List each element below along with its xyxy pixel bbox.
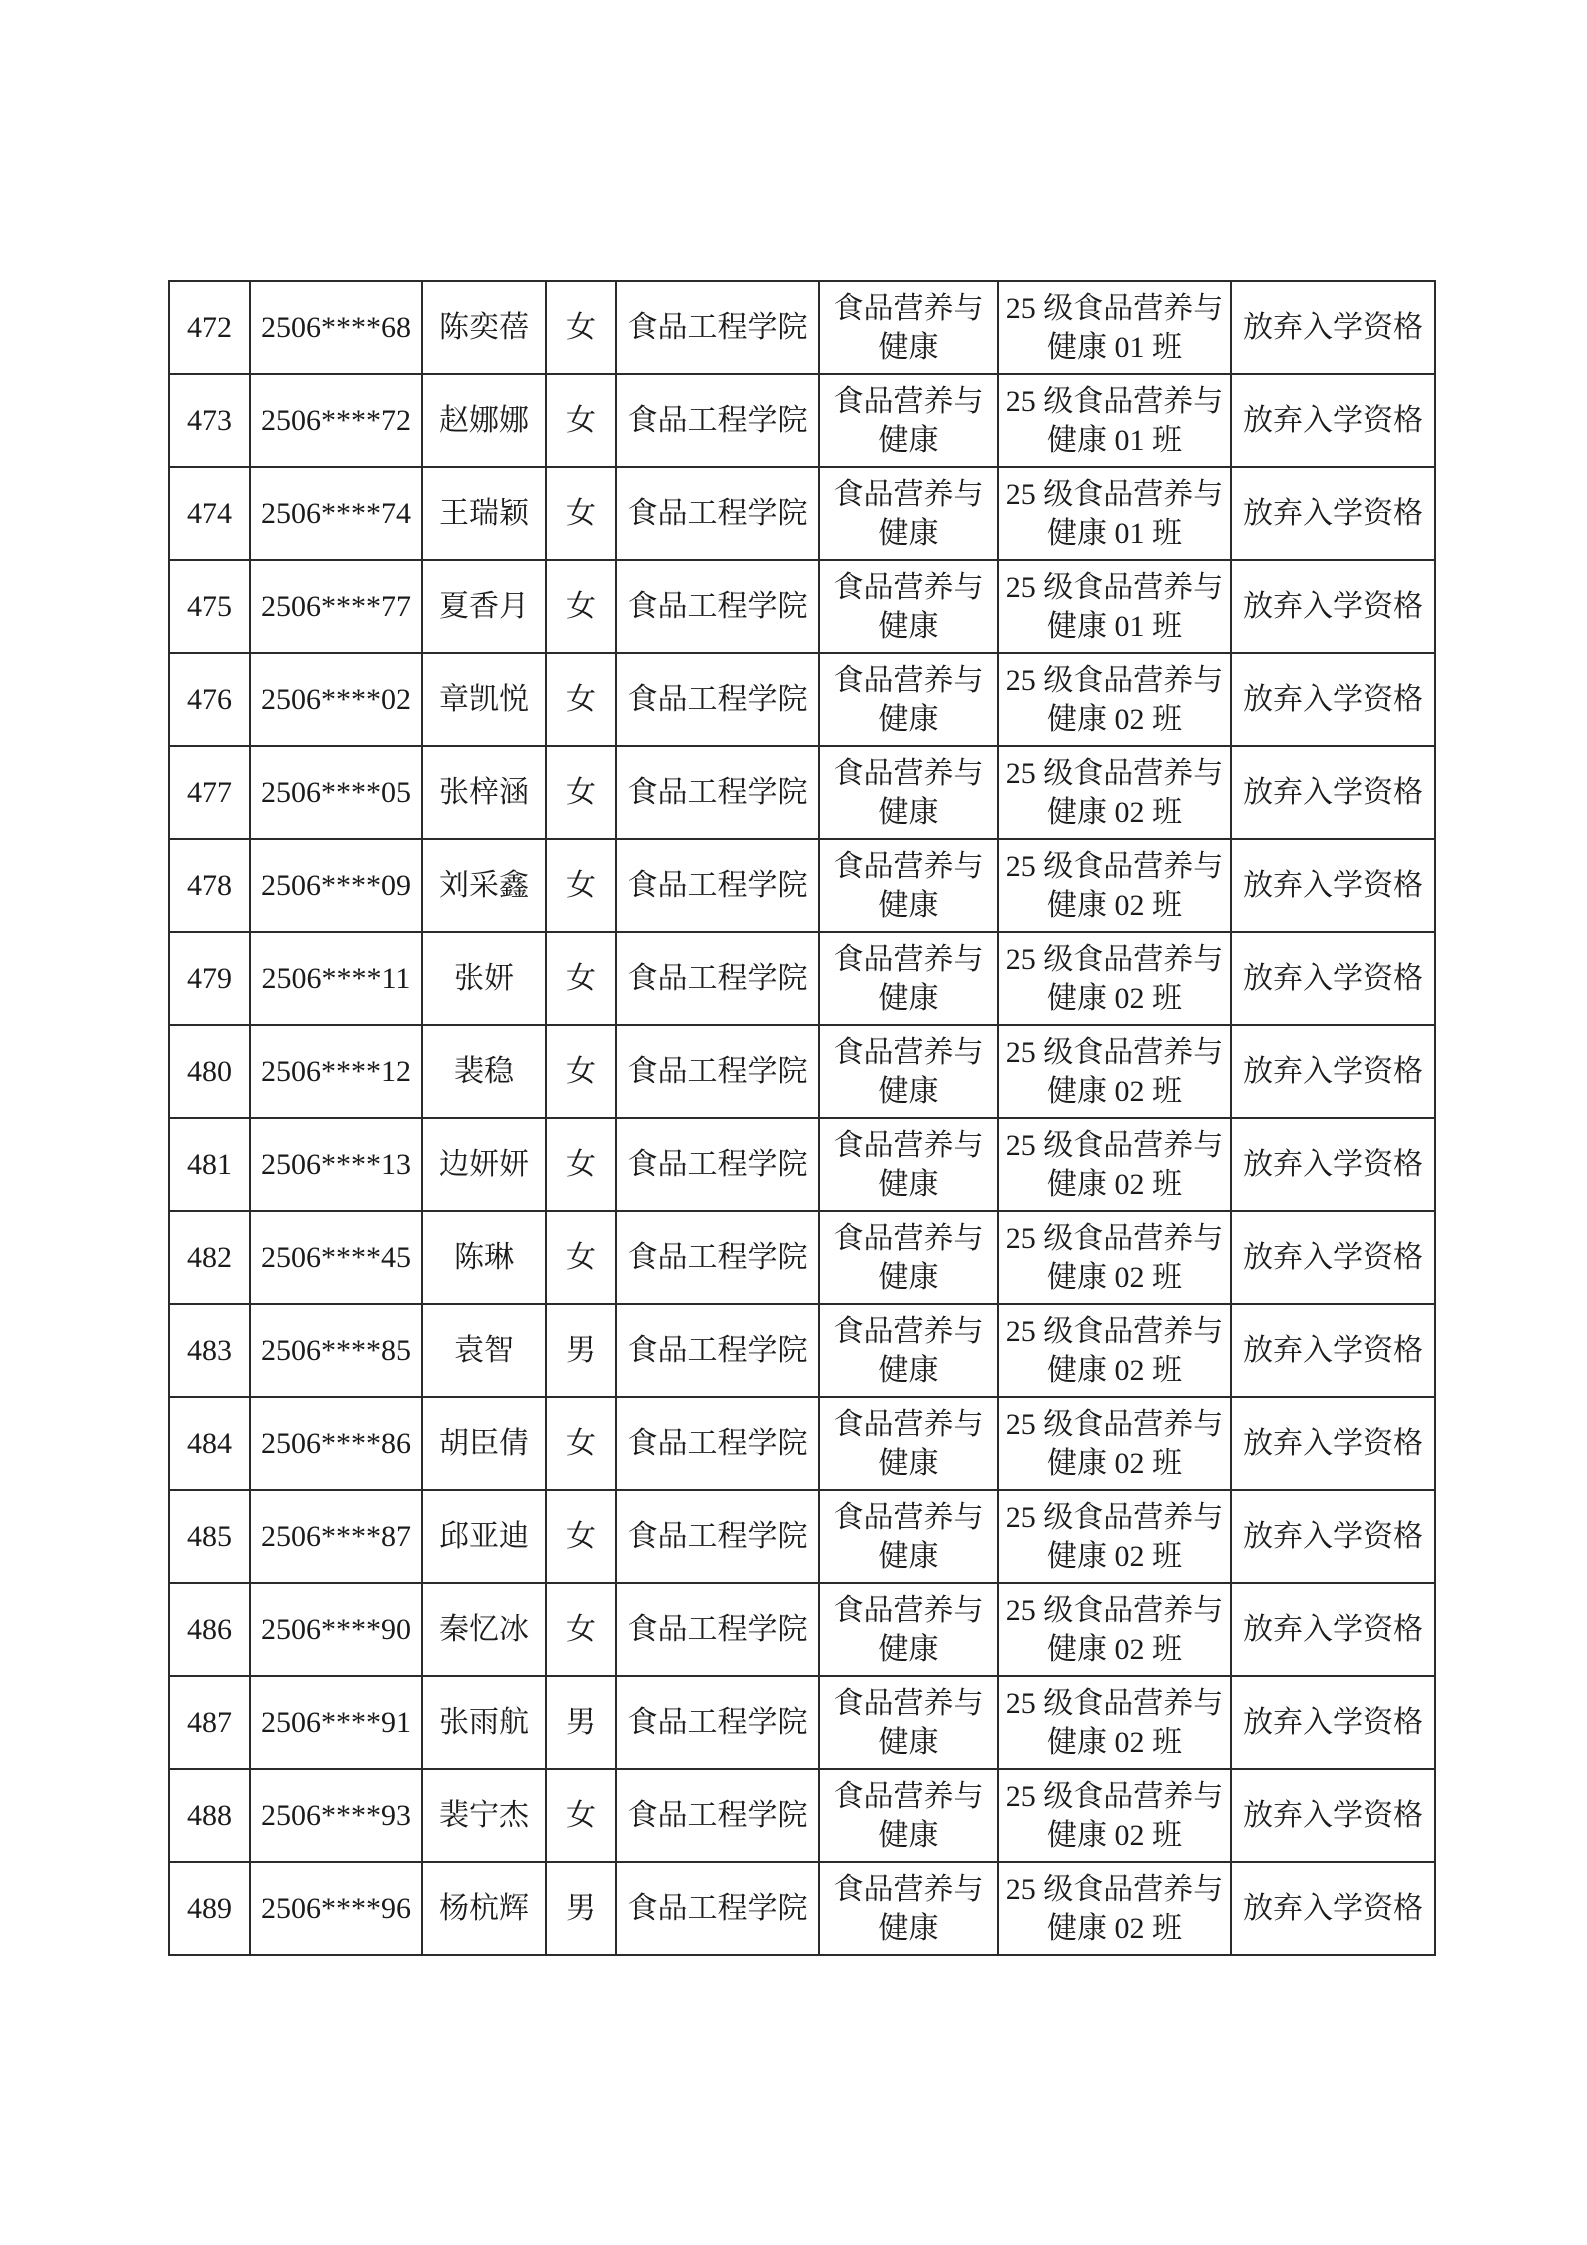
cell-student-name: 赵娜娜	[423, 375, 547, 468]
cell-student-id: 2506****13	[251, 1119, 423, 1212]
cell-student-id: 2506****02	[251, 654, 423, 747]
cell-status: 放弃入学资格	[1232, 282, 1436, 375]
cell-status: 放弃入学资格	[1232, 1305, 1436, 1398]
cell-class: 25 级食品营养与 健康 02 班	[999, 840, 1232, 933]
cell-student-id: 2506****96	[251, 1863, 423, 1956]
cell-class: 25 级食品营养与 健康 02 班	[999, 1770, 1232, 1863]
cell-student-id: 2506****87	[251, 1491, 423, 1584]
cell-student-id: 2506****09	[251, 840, 423, 933]
cell-class: 25 级食品营养与 健康 02 班	[999, 1398, 1232, 1491]
cell-major: 食品营养与 健康	[820, 1770, 999, 1863]
cell-gender: 男	[547, 1677, 617, 1770]
cell-college: 食品工程学院	[617, 375, 820, 468]
cell-college: 食品工程学院	[617, 1212, 820, 1305]
cell-class: 25 级食品营养与 健康 02 班	[999, 1026, 1232, 1119]
cell-student-id: 2506****93	[251, 1770, 423, 1863]
cell-row-number: 476	[170, 654, 251, 747]
cell-row-number: 480	[170, 1026, 251, 1119]
cell-student-id: 2506****45	[251, 1212, 423, 1305]
cell-gender: 男	[547, 1305, 617, 1398]
cell-gender: 女	[547, 282, 617, 375]
cell-major: 食品营养与 健康	[820, 1398, 999, 1491]
cell-class: 25 级食品营养与 健康 01 班	[999, 468, 1232, 561]
cell-status: 放弃入学资格	[1232, 840, 1436, 933]
cell-gender: 女	[547, 933, 617, 1026]
cell-gender: 女	[547, 1770, 617, 1863]
table-row	[170, 1119, 1436, 1212]
cell-major: 食品营养与 健康	[820, 933, 999, 1026]
cell-status: 放弃入学资格	[1232, 747, 1436, 840]
cell-status: 放弃入学资格	[1232, 561, 1436, 654]
table-row	[170, 468, 1436, 561]
cell-row-number: 488	[170, 1770, 251, 1863]
cell-student-name: 张妍	[423, 933, 547, 1026]
cell-major: 食品营养与 健康	[820, 282, 999, 375]
table-row	[170, 375, 1436, 468]
cell-row-number: 478	[170, 840, 251, 933]
cell-class: 25 级食品营养与 健康 02 班	[999, 1305, 1232, 1398]
cell-major: 食品营养与 健康	[820, 747, 999, 840]
cell-college: 食品工程学院	[617, 654, 820, 747]
cell-gender: 女	[547, 1212, 617, 1305]
cell-college: 食品工程学院	[617, 747, 820, 840]
cell-status: 放弃入学资格	[1232, 1491, 1436, 1584]
cell-class: 25 级食品营养与 健康 02 班	[999, 1119, 1232, 1212]
cell-gender: 女	[547, 1491, 617, 1584]
cell-college: 食品工程学院	[617, 561, 820, 654]
table-row	[170, 747, 1436, 840]
cell-student-name: 秦忆冰	[423, 1584, 547, 1677]
cell-major: 食品营养与 健康	[820, 1026, 999, 1119]
cell-status: 放弃入学资格	[1232, 1770, 1436, 1863]
cell-class: 25 级食品营养与 健康 02 班	[999, 654, 1232, 747]
cell-student-name: 裴稳	[423, 1026, 547, 1119]
cell-row-number: 477	[170, 747, 251, 840]
cell-college: 食品工程学院	[617, 1398, 820, 1491]
table-row	[170, 654, 1436, 747]
cell-student-id: 2506****86	[251, 1398, 423, 1491]
cell-student-name: 袁智	[423, 1305, 547, 1398]
cell-student-name: 刘采鑫	[423, 840, 547, 933]
cell-status: 放弃入学资格	[1232, 375, 1436, 468]
cell-status: 放弃入学资格	[1232, 1212, 1436, 1305]
cell-major: 食品营养与 健康	[820, 1677, 999, 1770]
cell-class: 25 级食品营养与 健康 02 班	[999, 1584, 1232, 1677]
cell-class: 25 级食品营养与 健康 01 班	[999, 282, 1232, 375]
cell-college: 食品工程学院	[617, 1677, 820, 1770]
cell-student-id: 2506****72	[251, 375, 423, 468]
cell-major: 食品营养与 健康	[820, 1584, 999, 1677]
cell-college: 食品工程学院	[617, 1305, 820, 1398]
cell-gender: 女	[547, 1584, 617, 1677]
cell-row-number: 485	[170, 1491, 251, 1584]
cell-row-number: 489	[170, 1863, 251, 1956]
cell-class: 25 级食品营养与 健康 02 班	[999, 747, 1232, 840]
cell-class: 25 级食品营养与 健康 02 班	[999, 1212, 1232, 1305]
cell-major: 食品营养与 健康	[820, 654, 999, 747]
table-row	[170, 1305, 1436, 1398]
cell-student-id: 2506****68	[251, 282, 423, 375]
cell-student-name: 陈奕蓓	[423, 282, 547, 375]
cell-major: 食品营养与 健康	[820, 1212, 999, 1305]
cell-gender: 女	[547, 1398, 617, 1491]
cell-row-number: 479	[170, 933, 251, 1026]
cell-major: 食品营养与 健康	[820, 375, 999, 468]
table-row	[170, 933, 1436, 1026]
cell-gender: 女	[547, 840, 617, 933]
cell-student-name: 章凯悦	[423, 654, 547, 747]
table-row	[170, 561, 1436, 654]
cell-class: 25 级食品营养与 健康 02 班	[999, 1677, 1232, 1770]
cell-major: 食品营养与 健康	[820, 468, 999, 561]
cell-row-number: 486	[170, 1584, 251, 1677]
cell-college: 食品工程学院	[617, 1770, 820, 1863]
cell-class: 25 级食品营养与 健康 01 班	[999, 375, 1232, 468]
cell-student-name: 陈琳	[423, 1212, 547, 1305]
cell-major: 食品营养与 健康	[820, 1491, 999, 1584]
table-row	[170, 1491, 1436, 1584]
cell-college: 食品工程学院	[617, 1026, 820, 1119]
cell-major: 食品营养与 健康	[820, 1305, 999, 1398]
cell-gender: 女	[547, 1119, 617, 1212]
cell-row-number: 482	[170, 1212, 251, 1305]
cell-student-name: 王瑞颖	[423, 468, 547, 561]
cell-status: 放弃入学资格	[1232, 1398, 1436, 1491]
table-row	[170, 282, 1436, 375]
cell-student-name: 张雨航	[423, 1677, 547, 1770]
cell-student-name: 夏香月	[423, 561, 547, 654]
cell-status: 放弃入学资格	[1232, 1584, 1436, 1677]
cell-college: 食品工程学院	[617, 1119, 820, 1212]
cell-student-name: 杨杭辉	[423, 1863, 547, 1956]
cell-status: 放弃入学资格	[1232, 933, 1436, 1026]
cell-row-number: 487	[170, 1677, 251, 1770]
cell-class: 25 级食品营养与 健康 02 班	[999, 1863, 1232, 1956]
table-row	[170, 1026, 1436, 1119]
cell-college: 食品工程学院	[617, 1491, 820, 1584]
cell-gender: 女	[547, 654, 617, 747]
table-row	[170, 840, 1436, 933]
cell-student-name: 裴宁杰	[423, 1770, 547, 1863]
cell-row-number: 484	[170, 1398, 251, 1491]
cell-major: 食品营养与 健康	[820, 1863, 999, 1956]
cell-major: 食品营养与 健康	[820, 840, 999, 933]
cell-row-number: 483	[170, 1305, 251, 1398]
cell-class: 25 级食品营养与 健康 02 班	[999, 1491, 1232, 1584]
cell-student-name: 张梓涵	[423, 747, 547, 840]
cell-row-number: 474	[170, 468, 251, 561]
cell-student-name: 胡臣倩	[423, 1398, 547, 1491]
table-row	[170, 1584, 1436, 1677]
table-row	[170, 1770, 1436, 1863]
cell-class: 25 级食品营养与 健康 01 班	[999, 561, 1232, 654]
cell-student-id: 2506****77	[251, 561, 423, 654]
cell-gender: 女	[547, 747, 617, 840]
cell-row-number: 473	[170, 375, 251, 468]
cell-status: 放弃入学资格	[1232, 654, 1436, 747]
table-row	[170, 1398, 1436, 1491]
student-table	[168, 280, 1436, 1956]
cell-college: 食品工程学院	[617, 840, 820, 933]
cell-college: 食品工程学院	[617, 1584, 820, 1677]
cell-student-id: 2506****91	[251, 1677, 423, 1770]
table-row	[170, 1212, 1436, 1305]
cell-college: 食品工程学院	[617, 282, 820, 375]
cell-gender: 男	[547, 1863, 617, 1956]
cell-gender: 女	[547, 561, 617, 654]
cell-student-id: 2506****90	[251, 1584, 423, 1677]
cell-status: 放弃入学资格	[1232, 1677, 1436, 1770]
cell-college: 食品工程学院	[617, 1863, 820, 1956]
cell-major: 食品营养与 健康	[820, 1119, 999, 1212]
cell-row-number: 475	[170, 561, 251, 654]
cell-student-id: 2506****11	[251, 933, 423, 1026]
cell-student-id: 2506****85	[251, 1305, 423, 1398]
cell-status: 放弃入学资格	[1232, 1119, 1436, 1212]
cell-college: 食品工程学院	[617, 468, 820, 561]
cell-row-number: 472	[170, 282, 251, 375]
cell-status: 放弃入学资格	[1232, 1863, 1436, 1956]
cell-gender: 女	[547, 1026, 617, 1119]
cell-class: 25 级食品营养与 健康 02 班	[999, 933, 1232, 1026]
cell-gender: 女	[547, 375, 617, 468]
cell-student-name: 邱亚迪	[423, 1491, 547, 1584]
cell-row-number: 481	[170, 1119, 251, 1212]
table-row	[170, 1677, 1436, 1770]
cell-student-id: 2506****74	[251, 468, 423, 561]
cell-college: 食品工程学院	[617, 933, 820, 1026]
cell-major: 食品营养与 健康	[820, 561, 999, 654]
cell-student-id: 2506****12	[251, 1026, 423, 1119]
cell-gender: 女	[547, 468, 617, 561]
cell-student-id: 2506****05	[251, 747, 423, 840]
cell-status: 放弃入学资格	[1232, 468, 1436, 561]
cell-student-name: 边妍妍	[423, 1119, 547, 1212]
table-row	[170, 1863, 1436, 1956]
cell-status: 放弃入学资格	[1232, 1026, 1436, 1119]
